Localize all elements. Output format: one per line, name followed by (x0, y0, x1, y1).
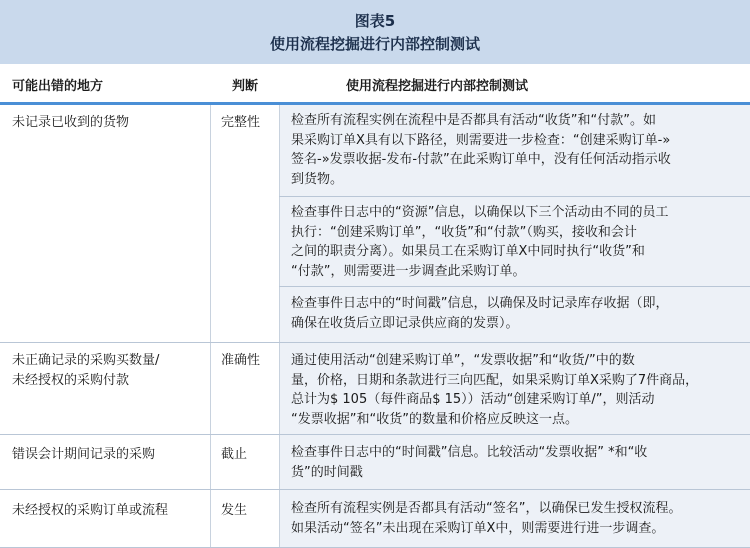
header-col-test: 使用流程挖掘进行内部控制测试 (346, 79, 529, 94)
sub-row-divider (279, 286, 750, 287)
table-row-issue: 未记录已收到的货物 (12, 115, 130, 130)
table-row-judgment: 完整性 (221, 115, 261, 130)
row-divider (0, 434, 750, 435)
table-row-test: 检查事件日志中的“资源”信息，以确保以下三个活动由不同的员工 执行：“创建采购订单”，“收货”和“付款”（购买，接收和会计 之间的职责分离）。如果员工在采购订单X中同时执行“收货”和 “付款”，则需要进一步调查此采购订单。 (291, 205, 669, 279)
table-row-judgment: 截止 (221, 447, 248, 462)
table-row-test: 检查事件日志中的“时间戳”信息。比较活动“发票收据” *和“收 货”的时间戳 (291, 445, 648, 480)
table-row-judgment: 发生 (221, 503, 248, 518)
table-row-test: 检查事件日志中的“时间戳”信息，以确保及时记录库存收据（即， 确保在收货后立即记录供应商的发票）。 (291, 296, 669, 331)
table-row-issue: 未正确记录的采购买数量/ 未经授权的采购付款 (12, 353, 160, 388)
sub-row-divider (279, 196, 750, 197)
column-divider (279, 105, 280, 548)
row-divider (0, 489, 750, 490)
figure-label: 图表5 (354, 12, 396, 30)
header-col-judgment: 判断 (232, 79, 259, 94)
table-row-test: 通过使用活动“创建采购订单”，“发票收据”和“收货/”中的数 量，价格，日期和条款进行三向匹配，如果采购订单X采购了7件商品， 总计为$ 105（每件商品$ 15））活动“创建采购订单/”，则活动 “发票收据”和“收货”的数量和价格应反映这一点。 (291, 353, 699, 427)
table-row-issue: 未经授权的采购订单或流程 (12, 503, 169, 518)
table-header (0, 64, 750, 105)
figure-title: 使用流程挖掘进行内部控制测试 (269, 35, 480, 53)
figure-title-band (0, 0, 750, 64)
table-row-issue: 错误会计期间记录的采购 (12, 447, 156, 462)
table-row-test: 检查所有流程实例是否都具有活动“签名”，以确保已发生授权流程。 如果活动“签名”未出现在采购订单X中，则需要进行进一步调查。 (291, 501, 682, 536)
header-col-issue: 可能出错的地方 (12, 79, 104, 94)
row-divider (0, 342, 750, 343)
column-divider (210, 105, 211, 548)
table-row-test: 检查所有流程实例在流程中是否都具有活动“收货”和“付款”。如 果采购订单X具有以下路径，则需要进一步检查：“创建采购订单-» 签名-»发票收据-发布-付款”在此采购订单中，没有任何活动指示收 到货物。 (291, 113, 671, 187)
table-row-judgment: 准确性 (221, 353, 261, 368)
